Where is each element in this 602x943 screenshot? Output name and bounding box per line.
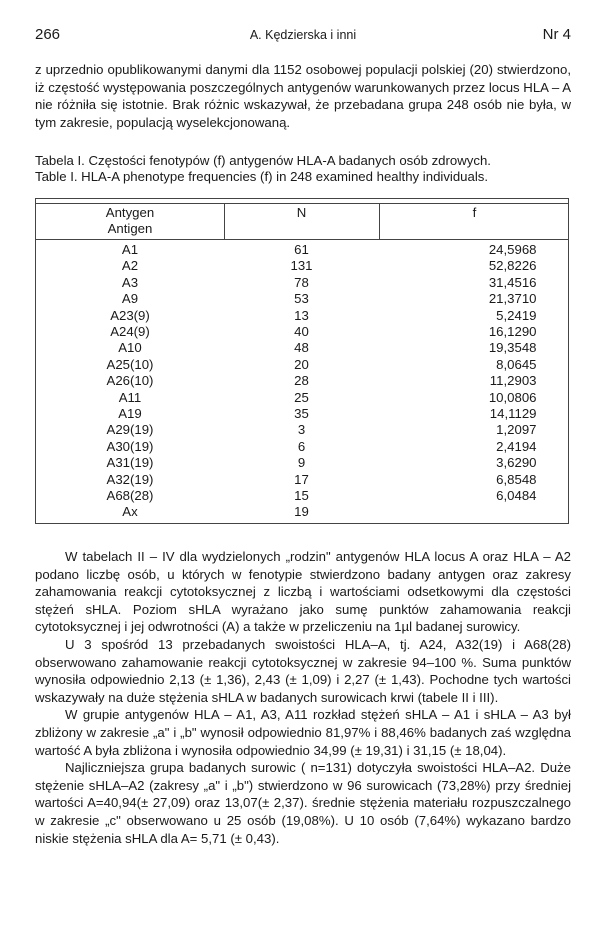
cell-antigen: A24(9)	[110, 324, 150, 339]
table-row	[36, 439, 568, 455]
table-row	[36, 422, 568, 438]
table-row	[36, 291, 568, 307]
cell-antigen: A31(19)	[106, 455, 154, 471]
cell-n: 53	[294, 291, 309, 307]
cell-antigen: A32(19)	[106, 471, 154, 487]
table-row	[36, 390, 568, 406]
header-antigen-en: Antigen	[107, 221, 153, 236]
table-row	[36, 357, 568, 373]
cell-antigen: A26(10)	[106, 373, 154, 389]
body-text	[35, 548, 571, 847]
header-f: f	[472, 205, 477, 220]
cell-n: 61	[294, 242, 309, 257]
cell-f: 2,4194	[496, 438, 537, 454]
table-header-row	[36, 205, 568, 221]
cell-f: 19,3548	[488, 340, 537, 356]
cell-n: 20	[294, 356, 309, 372]
page-header	[35, 26, 571, 46]
cell-n: 40	[294, 324, 309, 339]
cell-n: 25	[294, 389, 309, 405]
cell-n: 15	[294, 488, 309, 503]
table-row	[36, 258, 568, 274]
table-row	[36, 373, 568, 389]
table-row	[36, 308, 568, 324]
cell-antigen: A30(19)	[106, 438, 154, 454]
body-paragraph: W grupie antygenów HLA – A1, A3, A11 rozkład stężeń sHLA – A1 i sHLA – A3 był zbliżony w zakresie „a" i „b" wynosił odpowiednio 81,97% i 88,46% badanych zaś względna wartość A była zbliżona i wynosiła odpowiednio 34,99 (± 19,31) i 31,15 (± 18,04).	[35, 707, 571, 758]
cell-n: 3	[297, 422, 306, 438]
cell-f: 21,3710	[488, 291, 537, 307]
cell-f: 11,2903	[489, 373, 537, 389]
cell-antigen: A1	[121, 242, 139, 257]
cell-n: 13	[294, 307, 309, 323]
cell-n: 48	[294, 340, 309, 356]
cell-f: 52,8226	[488, 258, 537, 274]
cell-n: 28	[294, 373, 309, 389]
cell-f: 6,8548	[496, 471, 537, 487]
table-row	[36, 455, 568, 471]
cell-antigen: A9	[121, 291, 139, 307]
table-row	[36, 406, 568, 422]
header-antigen-pl: Antygen	[105, 205, 155, 220]
cell-f: 31,4516	[488, 274, 537, 290]
body-paragraph: W tabelach II – IV dla wydzielonych „rodzin" antygenów HLA locus A oraz HLA – A2 podano liczbę osób, u których w fenotypie stwierdzono badany antygen oraz zakresy zahamowania reakcji cytotoksycznej z liczbą i wartościami odsetkowymi dla częstości stężeń sHLA. Poziom sHLA wyrażano jako sumę punktów zahamowania reakcji cytotoksycznej i jej odwrotności (A) a także w przeliczeniu na 1µl badanej surowicy.	[35, 549, 571, 635]
table-header-bottom-rule	[36, 239, 568, 240]
cell-f: 1,2097	[496, 422, 537, 438]
cell-n: 131	[290, 258, 313, 274]
running-title-authors: A. Kędzierska i inni	[249, 28, 357, 42]
cell-antigen: A25(10)	[106, 356, 154, 372]
cell-antigen: A2	[121, 258, 139, 274]
cell-f: 10,0806	[488, 389, 537, 405]
cell-antigen: A68(28)	[106, 488, 154, 503]
table-header-top-rule	[36, 203, 568, 204]
table-row	[36, 472, 568, 488]
cell-n: 19	[294, 504, 309, 520]
table-row	[36, 504, 568, 520]
cell-f: 14,1129	[489, 406, 537, 421]
cell-antigen: A29(19)	[106, 422, 154, 438]
table-row	[36, 340, 568, 356]
page-number: 266	[35, 26, 61, 43]
cell-n: 17	[294, 471, 309, 487]
cell-f: 8,0645	[496, 356, 537, 372]
cell-antigen: A19	[118, 406, 142, 421]
table-caption-english: Table I. HLA-A phenotype frequencies (f) in 248 examined healthy individuals.	[35, 169, 489, 185]
cell-antigen: A23(9)	[110, 307, 150, 323]
cell-f: 5,2419	[496, 307, 537, 323]
header-n: N	[296, 205, 307, 220]
body-paragraph: U 3 spośród 13 przebadanych swoistości HLA–A, tj. A24, A32(19) i A68(28) obserwowano zahamowanie reakcji cytotoksycznej w zakresie 94–100 %. Suma punktów wynosiła odpowiednio 2,13 (± 1,36), 2,43 (± 1,09) i 2,27 (± 1,43). Pochodne tych wartości wskazywały na duże stężenia sHLA w badanych surowicach krwi (tabele II i III).	[35, 636, 571, 705]
cell-n: 9	[297, 455, 306, 471]
cell-n: 35	[294, 406, 309, 421]
cell-f: 6,0484	[496, 488, 537, 503]
table-row	[36, 275, 568, 291]
table-row	[36, 242, 568, 258]
cell-n: 78	[294, 274, 309, 290]
cell-f: 16,1290	[488, 324, 537, 339]
table-header-row	[36, 221, 568, 237]
body-paragraph: Najliczniejsza grupa badanych surowic ( n=131) dotyczyła swoistości HLA–A2. Duże stężenie sHLA–A2 (zakresy „a" i „b") stwierdzono w 96 surowicach (73,28%) przy średniej wartości A=40,94(± 27,09) oraz 13,07(± 2,37). średnie stężenia materiału rozpuszczalnego w zakresie „c" obserwowano u 25 osób (19,08%). U 10 osób (7,64%) wykazano bardzo niskie stężenia sHLA dla A= 5,71 (± 0,43).	[35, 760, 571, 846]
cell-f: 3,6290	[496, 455, 537, 471]
cell-antigen: Ax	[122, 504, 138, 520]
table-row	[36, 324, 568, 340]
table-caption	[35, 153, 571, 186]
cell-n: 6	[297, 438, 306, 454]
issue-number: Nr 4	[542, 26, 571, 43]
cell-antigen: A3	[121, 274, 139, 290]
table-row	[36, 488, 568, 504]
cell-f: 24,5968	[488, 242, 537, 257]
hla-frequency-table	[35, 198, 569, 524]
table-caption-polish: Tabela I. Częstości fenotypów (f) antygenów HLA-A badanych osób zdrowych.	[35, 153, 491, 168]
cell-antigen: A10	[118, 340, 142, 356]
cell-antigen: A11	[118, 389, 142, 405]
intro-paragraph: z uprzednio opublikowanymi danymi dla 1152 osobowej populacji polskiej (20) stwierdzono, iż częstość występowania poszczególnych antygenów warunkowanych przez locus HLA – A nie różniła się istotnie. Brak różnic wskazywał, że przebadana grupa 248 osób nie była, w tym zakresie, populacją wyselekcjonowaną.	[35, 62, 571, 130]
